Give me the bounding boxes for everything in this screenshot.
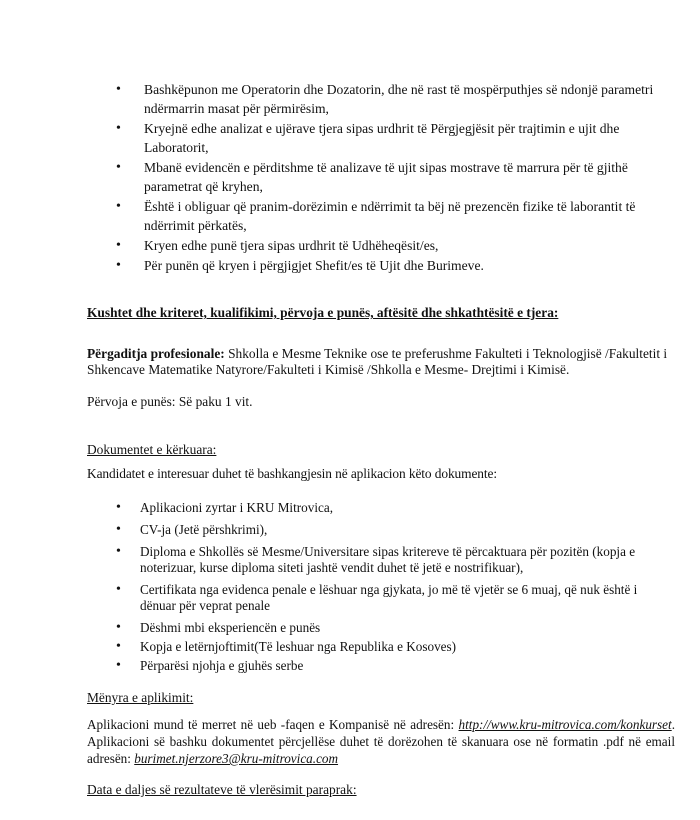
website-link[interactable]: http://www.kru-mitrovica.com/konkurset [458, 717, 672, 732]
duties-list [112, 80, 672, 276]
qualification-text: Shkolla e Mesme Teknike ose te preferushme Fakulteti i Teknologjisë /Fakultetit i Shkencave Matematike Natyrore/Fakulteti i Kimisë /Shkolla e Mesme- Drejtimi i Kimisë. [87, 346, 668, 377]
list-item: • Dëshmi mbi eksperiencën e punës [112, 620, 672, 636]
professional-qualification [87, 346, 675, 378]
list-item: • Certifikata nga evidenca penale e lëshuar nga gjykata, jo më të vjetër se 6 muaj, që nuk është i dënuar për veprat penale [112, 582, 672, 614]
list-item: • Për punën që kryen i përgjigjet Shefit/es të Ujit dhe Burimeve. [112, 256, 672, 275]
list-item: • Mbanë evidencën e përditshme të analizave të ujit sipas mostrave të marrura për të gjithë parametrat që kryhen, [112, 158, 672, 196]
application-text-before: Aplikacioni mund të merret në ueb -faqen e Kompanisë në adresën: [87, 717, 459, 732]
work-experience: Përvoja e punës: Së paku 1 vit. [87, 394, 253, 409]
list-item: • Është i obliguar që pranim-dorëzimin e ndërrimit ta bëj në prezencën fizike të laborantit të ndërrimit përkatës, [112, 197, 672, 235]
email-link[interactable]: burimet.njerzore3@kru-mitrovica.com [134, 751, 339, 766]
list-item: • Përparësi njohja e gjuhës serbe [112, 658, 672, 674]
qualification-label: Përgaditja profesionale: [87, 346, 225, 361]
documents-heading: Dokumentet e kërkuara: [87, 442, 217, 457]
conditions-heading: Kushtet dhe kriteret, kualifikimi, përvoja e punës, aftësitë dhe shkathtësitë e tjera: [87, 305, 559, 320]
list-item: • Bashkëpunon me Operatorin dhe Dozatorin, dhe në rast të mospërputhjes së ndonjë parametri ndërmarrin masat për përmirësim, [112, 80, 672, 118]
list-item: • Kopja e letërnjoftimit(Të leshuar nga Republika e Kosoves) [112, 639, 672, 655]
list-item: • Aplikacioni zyrtar i KRU Mitrovica, [112, 500, 672, 516]
documents-intro: Kandidatet e interesuar duhet të bashkangjesin në aplikacion këto dokumente: [87, 466, 497, 481]
results-date-heading: Data e daljes së rezultateve të vlerësimit paraprak: [87, 782, 357, 797]
documents-list [112, 500, 672, 680]
application-method-heading: Mënyra e aplikimit: [87, 690, 194, 705]
list-item: • Kryen edhe punë tjera sipas urdhrit të Udhëheqësit/es, [112, 236, 672, 255]
list-item: • Kryejnë edhe analizat e ujërave tjera sipas urdhrit të Përgjegjësit për trajtimin e ujit dhe Laboratorit, [112, 119, 672, 157]
application-paragraph [87, 716, 675, 767]
list-item: • CV-ja (Jetë përshkrimi), [112, 522, 672, 538]
application-text-middle: . Aplikacioni së bashku dokumentet përcjellëse duhet të dorëzohen të skanuara ose në formatin .pdf në email adresën: [87, 717, 675, 766]
list-item: • Diploma e Shkollës së Mesme/Universitare sipas kritereve të përcaktuara për pozitën (kopja e noterizuar, kurse diploma siteti jashtë vendit duhet të jetë e nostrifikuar), [112, 544, 672, 576]
